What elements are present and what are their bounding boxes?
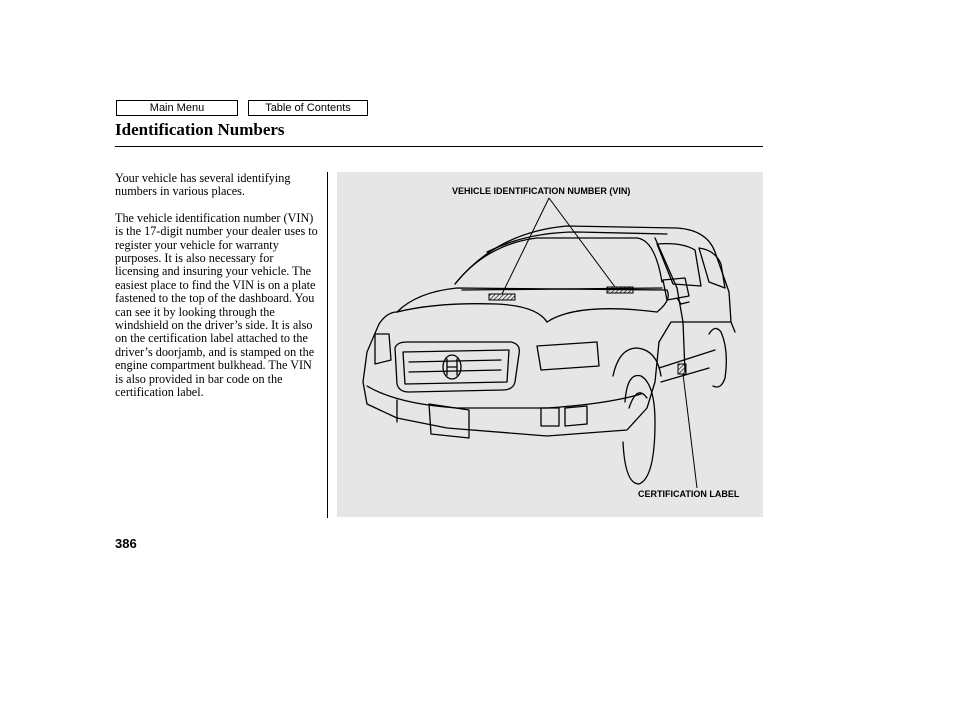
title-divider	[115, 146, 763, 147]
page-number: 386	[115, 536, 137, 551]
certification-label-callout: CERTIFICATION LABEL	[638, 489, 740, 499]
table-of-contents-button[interactable]: Table of Contents	[248, 100, 368, 116]
paragraph-vin: The vehicle identification number (VIN) is the 17-digit number your dealer uses to register your vehicle for warranty purposes. It is also necessary for licensing and insuring your vehicle. The easiest place to find the VIN is on a plate fastened to the top of the dashboard. You can see it by looking through the windshield on the driver’s side. It is also on the certification label attached to the driver’s doorjamb, and is stamped on the engine compartment bulkhead. The VIN is also provided in bar code on the certification label.	[115, 210, 318, 400]
body-text	[115, 172, 320, 413]
paragraph-intro: Your vehicle has several identifying numbers in various places.	[115, 171, 291, 199]
truck-drawing	[337, 172, 763, 517]
vin-callout-label: VEHICLE IDENTIFICATION NUMBER (VIN)	[452, 186, 631, 196]
vehicle-illustration	[337, 172, 763, 517]
page-title: Identification Numbers	[115, 120, 285, 139]
main-menu-button[interactable]: Main Menu	[116, 100, 238, 116]
column-divider	[327, 172, 328, 518]
